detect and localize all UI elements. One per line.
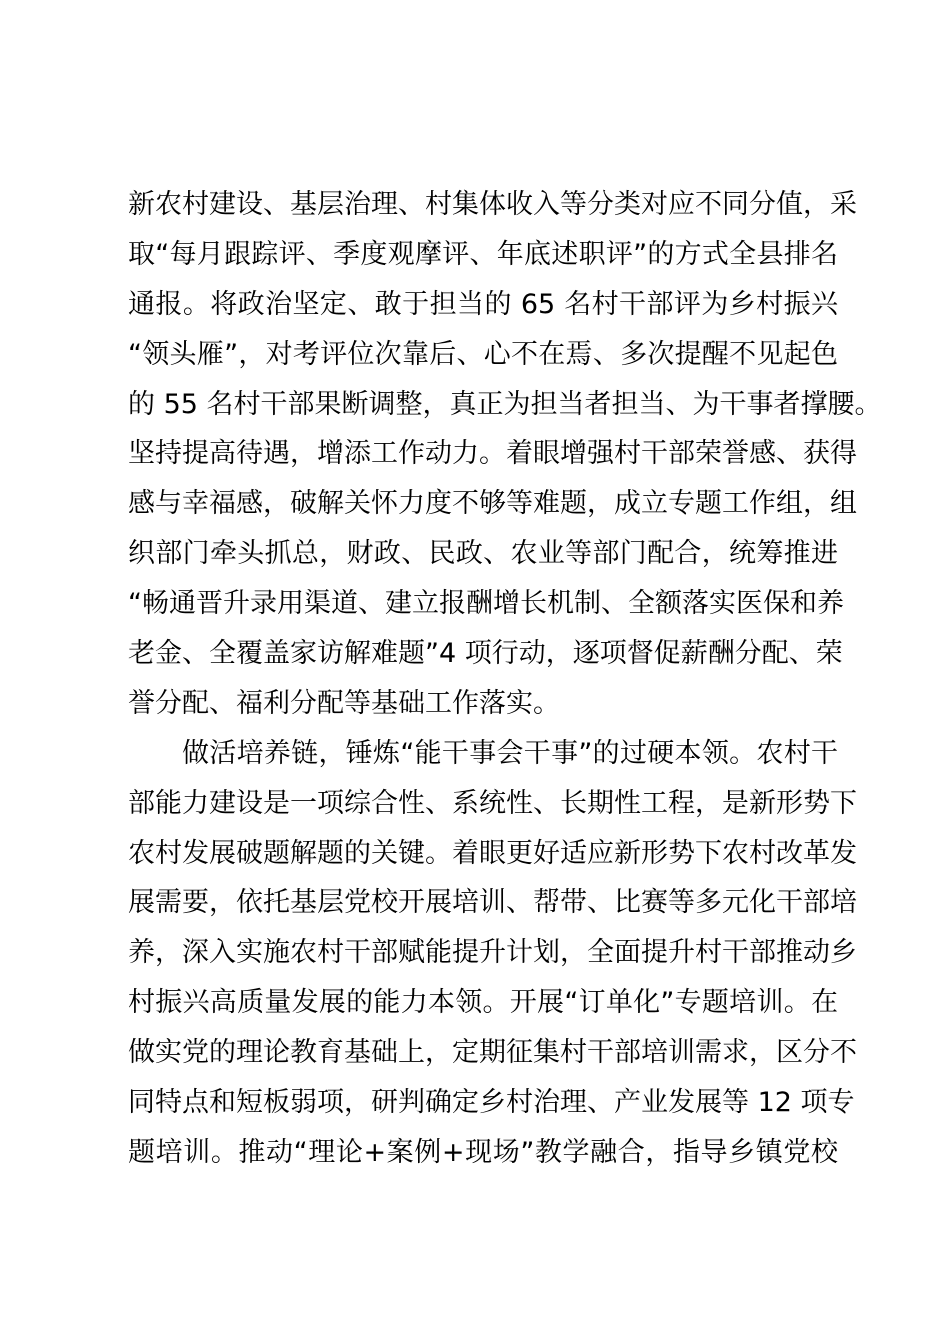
text-line: 取“每月跟踪评、季度观摩评、年底述职评”的方式全县排名 [128, 238, 838, 270]
text-line: “领头雁”，对考评位次靠后、心不在焉、多次提醒不见起色 [128, 338, 838, 370]
text-line: 誉分配、福利分配等基础工作落实。 [128, 687, 560, 719]
text-line: 通报。将政治坚定、敢于担当的 65 名村干部评为乡村振兴 [128, 288, 838, 320]
text-line: 坚持提高待遇，增添工作动力。着眼增强村干部荣誉感、获得 [128, 438, 857, 470]
text-line: 题培训。推动“理论+案例+现场”教学融合，指导乡镇党校 [128, 1136, 838, 1168]
text-line: 的 55 名村干部果断调整，真正为担当者担当、为干事者撑腰。 [128, 388, 882, 420]
text-line: 新农村建设、基层治理、村集体收入等分类对应不同分值，采 [128, 189, 857, 220]
text-line: 老金、全覆盖家访解难题”4 项行动，逐项督促薪酬分配、荣 [128, 638, 843, 670]
text-line: 织部门牵头抓总，财政、民政、农业等部门配合，统筹推进 [128, 538, 838, 570]
paragraph-start-line: 做活培养链，锤炼“能干事会干事”的过硬本领。农村干 [182, 737, 838, 769]
text-line: 同特点和短板弱项，研判确定乡村治理、产业发展等 12 项专 [128, 1087, 855, 1119]
text-line: 农村发展破题解题的关键。着眼更好适应新形势下农村改革发 [128, 837, 857, 869]
body-text [128, 180, 882, 1178]
text-line: 部能力建设是一项综合性、系统性、长期性工程，是新形势下 [128, 787, 857, 819]
text-line: “畅通晋升录用渠道、建立报酬增长机制、全额落实医保和养 [128, 588, 844, 620]
text-line: 展需要，依托基层党校开展培训、帮带、比赛等多元化干部培 [128, 887, 857, 919]
text-line: 养，深入实施农村干部赋能提升计划，全面提升村干部推动乡 [128, 937, 857, 969]
text-line: 村振兴高质量发展的能力本领。开展“订单化”专题培训。在 [128, 987, 838, 1019]
text-line: 感与幸福感，破解关怀力度不够等难题，成立专题工作组，组 [128, 488, 857, 520]
text-line: 做实党的理论教育基础上，定期征集村干部培训需求，区分不 [128, 1037, 857, 1069]
